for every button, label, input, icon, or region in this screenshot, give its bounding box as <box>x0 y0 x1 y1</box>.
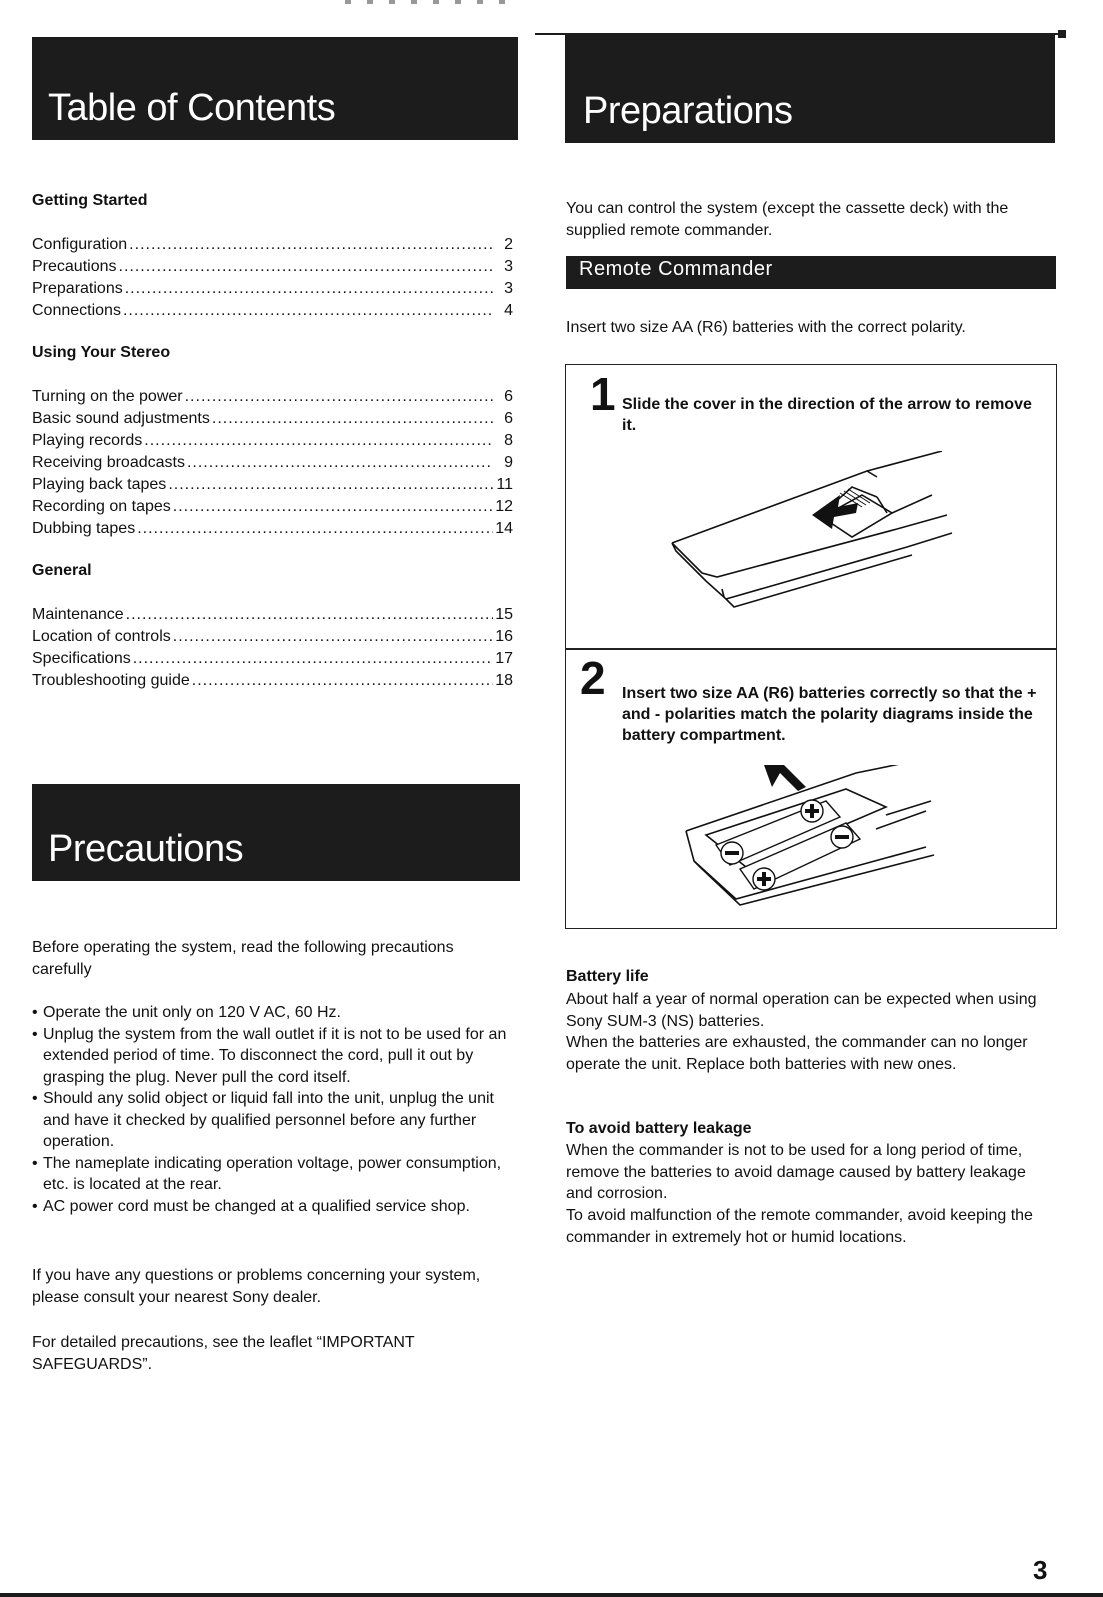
toc-item-page: 3 <box>504 258 513 275</box>
toc-item <box>32 474 513 496</box>
preparations-title-banner <box>565 35 1055 143</box>
battery-life-paragraph: About half a year of normal operation can be expected when using Sony SUM-3 (NS) batteries. <box>566 991 1037 1030</box>
toc-item-label: Receiving broadcasts <box>32 454 185 471</box>
toc-item-page: 15 <box>495 606 513 623</box>
toc-item-page: 3 <box>504 280 513 297</box>
preparations-intro: You can control the system (except the cassette deck) with the supplied remote commander. <box>566 200 1009 239</box>
toc-item <box>32 234 513 256</box>
toc-item-page: 6 <box>504 388 513 405</box>
precautions-title: Precautions <box>48 828 244 870</box>
bottom-edge <box>0 1593 1103 1597</box>
toc-item <box>32 256 513 278</box>
toc-item-page: 14 <box>495 520 513 537</box>
toc-item-page: 17 <box>495 650 513 667</box>
toc-item <box>32 386 513 408</box>
list-item: • Operate the unit only on 120 V AC, 60 Hz. <box>32 1002 524 1024</box>
list-item: • The nameplate indicating operation voltage, power consumption, etc. is located at the rear. <box>32 1153 524 1196</box>
leakage-paragraph: To avoid malfunction of the remote commander, avoid keeping the commander in extremely hot or humid locations. <box>566 1207 1033 1246</box>
toc-item-label: Configuration <box>32 236 128 253</box>
toc-item <box>32 604 513 626</box>
toc-item-label: Playing records <box>32 432 143 449</box>
leakage-paragraph: When the commander is not to be used for a long period of time, remove the batteries to avoid damage caused by battery leakage and corrosion. <box>566 1142 1026 1202</box>
section-heading-using-your-stereo: Using Your Stereo <box>32 344 171 361</box>
toc-item-page: 11 <box>496 476 513 493</box>
list-item: • Should any solid object or liquid fall into the unit, unplug the unit and have it checked by qualified personnel before any further operation. <box>32 1088 524 1153</box>
toc-item <box>32 452 513 474</box>
toc-item-label: Specifications <box>32 650 131 667</box>
toc-item <box>32 278 513 300</box>
insert-batteries-text: Insert two size AA (R6) batteries with the correct polarity. <box>566 319 966 336</box>
toc-item-page: 16 <box>495 628 513 645</box>
top-rule-end <box>1058 30 1066 38</box>
toc-item <box>32 648 513 670</box>
remote-cover-illustration <box>662 451 962 631</box>
steps-box <box>565 364 1057 929</box>
remote-commander-heading: Remote Commander <box>579 258 773 280</box>
toc-item <box>32 518 513 540</box>
page-number: 3 <box>1033 1555 1048 1585</box>
list-item: • Unplug the system from the wall outlet if it is not to be used for an extended period of time. To disconnect the cord, pull it out by grasping the plug. Never pull the cord itself. <box>32 1024 524 1089</box>
toc-title-banner <box>32 37 518 140</box>
toc-item-label: Location of controls <box>32 628 171 645</box>
toc-item-page: 6 <box>504 410 513 427</box>
toc-item-label: Connections <box>32 302 121 319</box>
toc-item-page: 8 <box>504 432 513 449</box>
battery-life-paragraph: When the batteries are exhausted, the commander can no longer operate the unit. Replace both batteries with new ones. <box>566 1034 1028 1073</box>
toc-item-page: 18 <box>495 672 513 689</box>
toc-item-page: 4 <box>504 302 513 319</box>
section-heading-general: General <box>32 562 92 579</box>
toc-item <box>32 300 513 322</box>
battery-life-heading: Battery life <box>566 968 649 985</box>
step-divider <box>566 648 1056 650</box>
toc-title: Table of Contents <box>48 87 336 129</box>
preparations-title: Preparations <box>583 90 793 132</box>
toc-item-label: Playing back tapes <box>32 476 167 493</box>
precautions-title-banner <box>32 784 520 881</box>
step-number: 2 <box>580 652 606 704</box>
toc-item <box>32 496 513 518</box>
step-text: Slide the cover in the direction of the arrow to remove it. <box>622 396 1032 434</box>
questions-paragraph: If you have any questions or problems concerning your system, please consult your nearest Sony dealer. <box>32 1267 481 1306</box>
toc-item-label: Troubleshooting guide <box>32 672 190 689</box>
scan-artifact <box>345 0 505 4</box>
list-item: • AC power cord must be changed at a qualified service shop. <box>32 1196 524 1218</box>
toc-item-label: Recording on tapes <box>32 498 171 515</box>
toc-item-label: Maintenance <box>32 606 124 623</box>
leakage-heading: To avoid battery leakage <box>566 1120 752 1137</box>
toc-item-label: Precautions <box>32 258 117 275</box>
toc-item-label: Basic sound adjustments <box>32 410 210 427</box>
battery-compartment-illustration <box>676 765 936 915</box>
toc-item-page: 12 <box>495 498 513 515</box>
toc-item <box>32 430 513 452</box>
toc-item-label: Turning on the power <box>32 388 183 405</box>
step-text: Insert two size AA (R6) batteries correctly so that the + and - polarities match the polarity diagrams inside the battery compartment. <box>622 685 1037 744</box>
section-heading-getting-started: Getting Started <box>32 192 148 209</box>
toc-item-label: Dubbing tapes <box>32 520 136 537</box>
precautions-list <box>32 1002 524 1217</box>
remote-commander-heading-bar <box>566 256 1056 289</box>
toc-item-label: Preparations <box>32 280 123 297</box>
toc-item-page: 2 <box>504 236 513 253</box>
toc-item <box>32 626 513 648</box>
precautions-intro: Before operating the system, read the following precautions carefully <box>32 939 454 978</box>
toc-item <box>32 670 513 692</box>
toc-item-page: 9 <box>504 454 513 471</box>
detailed-precautions-paragraph: For detailed precautions, see the leaflet “IMPORTANT SAFEGUARDS”. <box>32 1334 415 1373</box>
toc-item <box>32 408 513 430</box>
step-number: 1 <box>590 368 616 420</box>
